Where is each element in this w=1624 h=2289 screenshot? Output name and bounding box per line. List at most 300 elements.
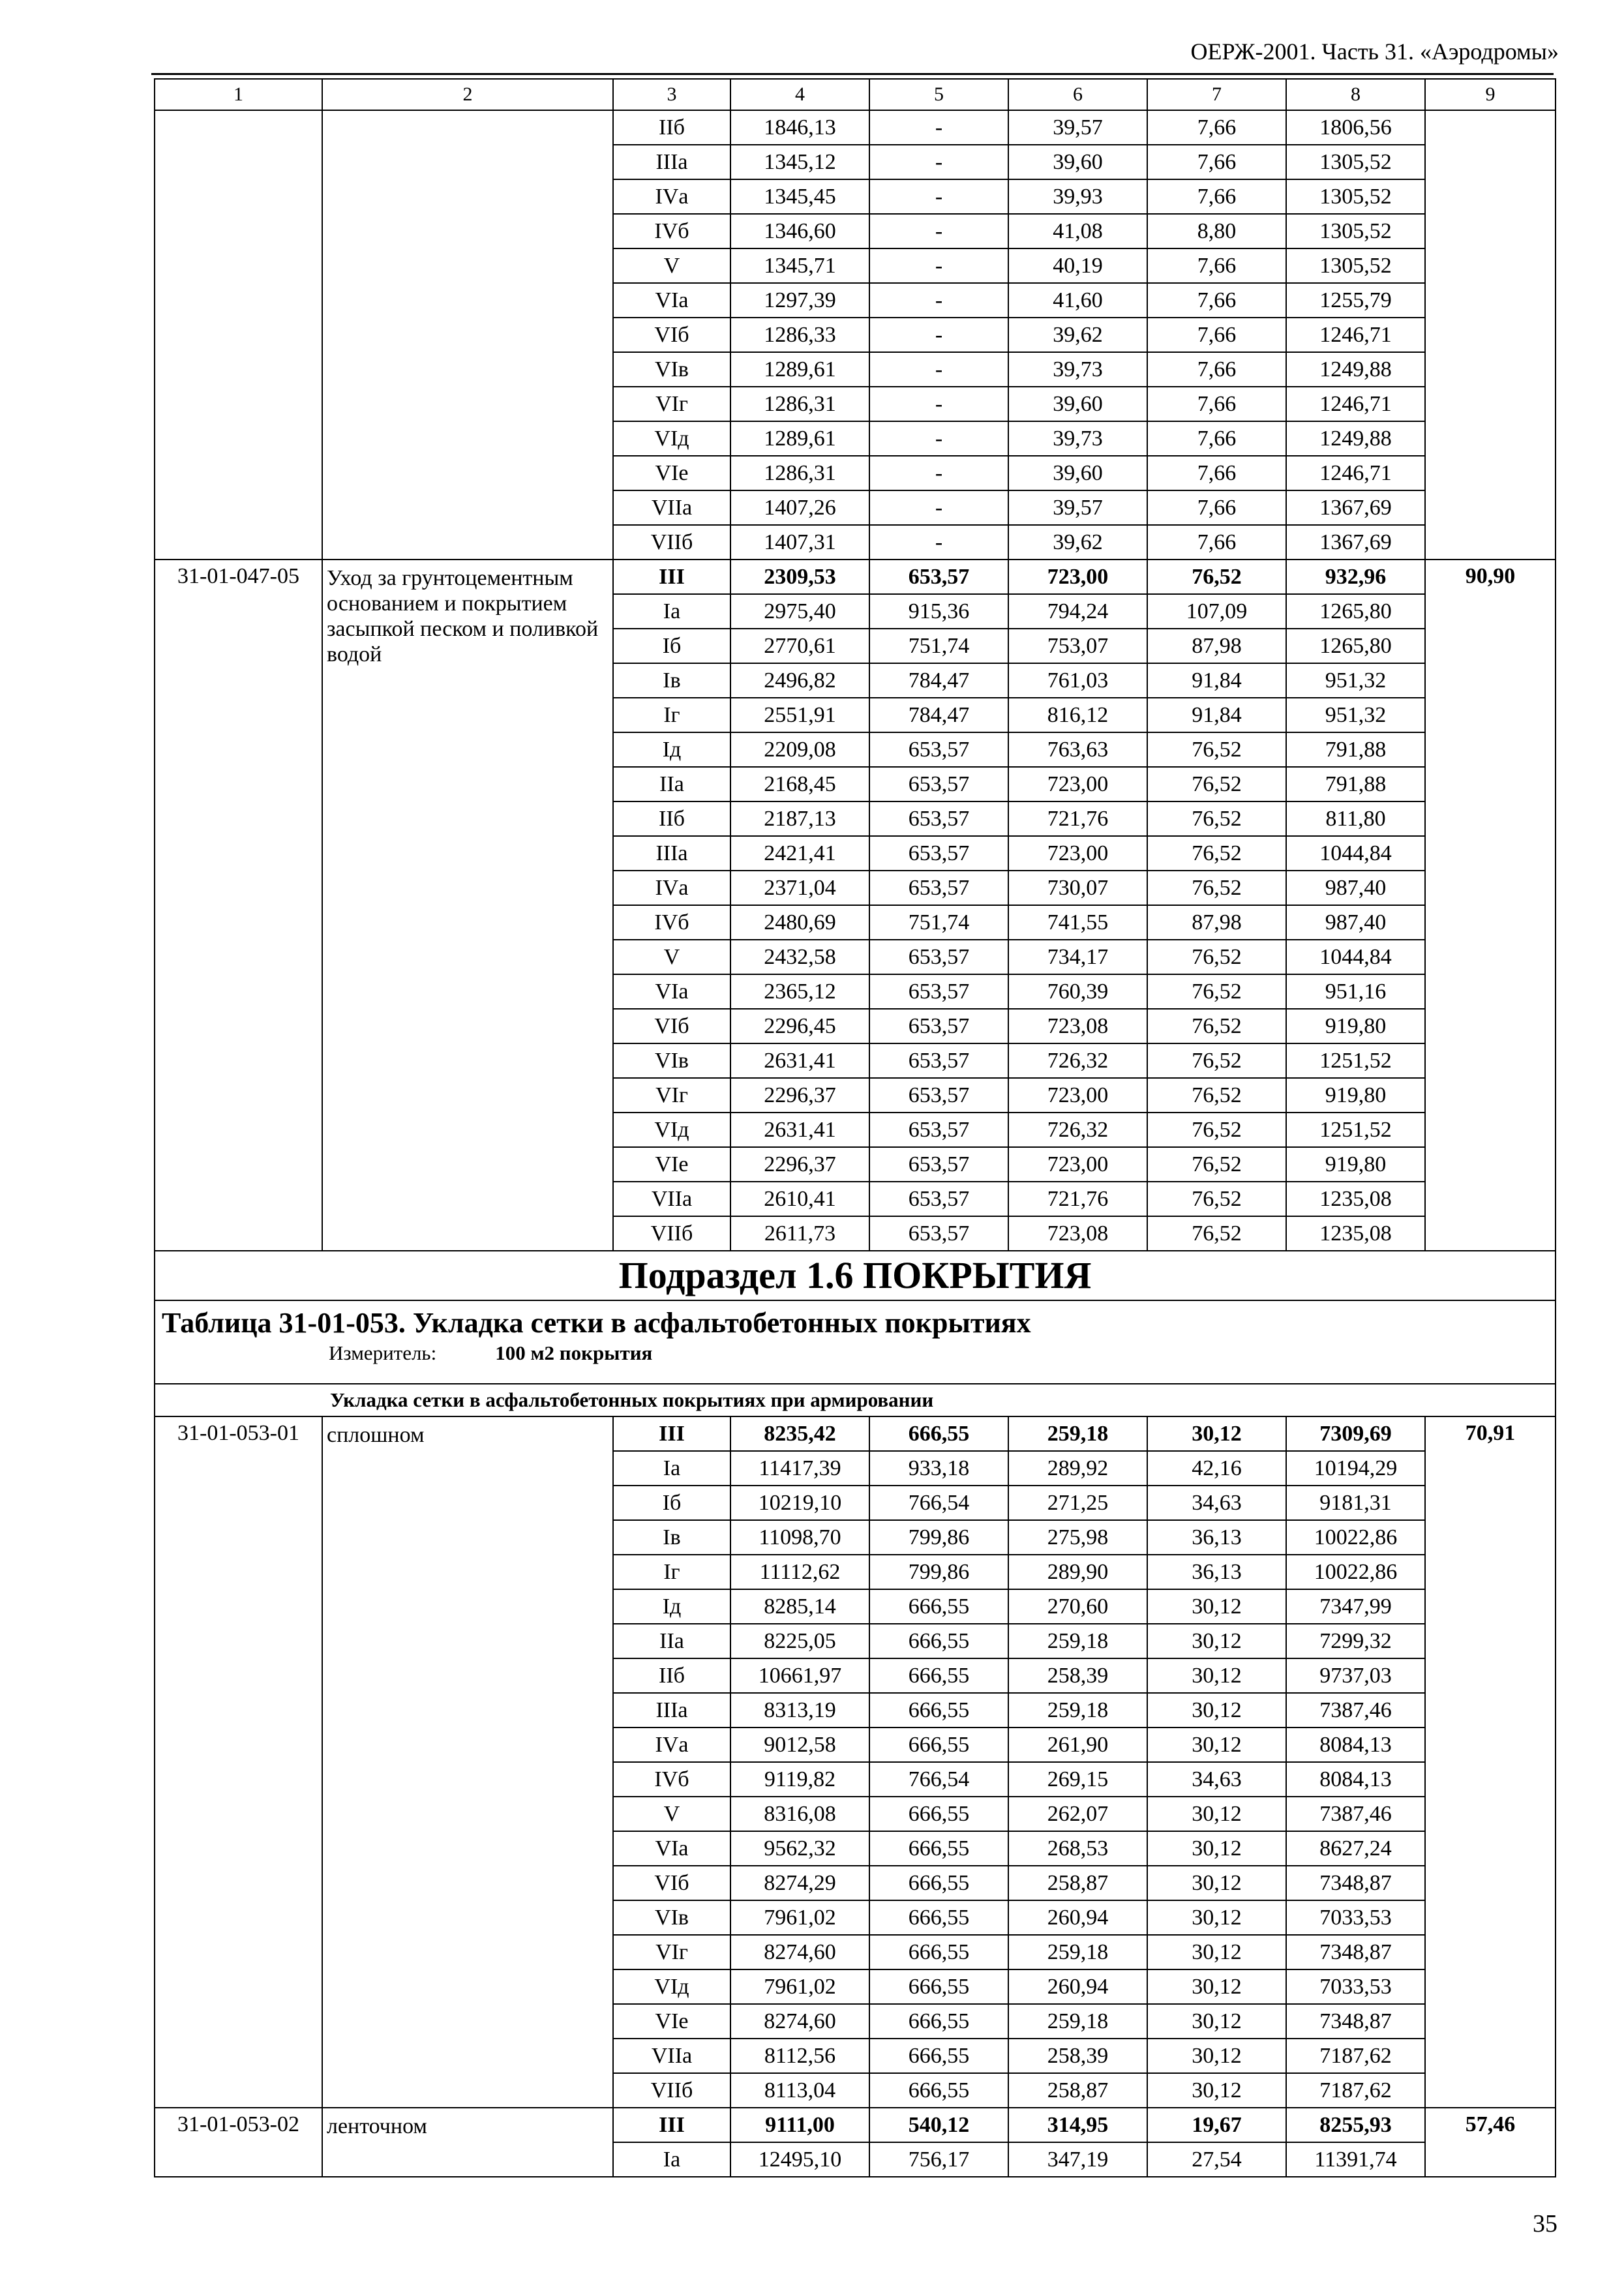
value-cell: 76,52: [1147, 974, 1286, 1009]
value-cell: 1289,61: [730, 421, 869, 456]
value-cell: 791,88: [1286, 767, 1425, 801]
value-cell: 653,57: [869, 1182, 1008, 1216]
value-cell: 9562,32: [730, 1831, 869, 1866]
value-cell: 11098,70: [730, 1520, 869, 1555]
zone-cell: IIIа: [613, 836, 730, 871]
value-cell: 11112,62: [730, 1555, 869, 1589]
work-name: [322, 110, 613, 560]
value-cell: 1305,52: [1286, 248, 1425, 283]
value-cell: -: [869, 318, 1008, 352]
zone-cell: Iв: [613, 663, 730, 698]
value-cell: 9181,31: [1286, 1486, 1425, 1520]
value-cell: 2296,37: [730, 1078, 869, 1113]
value-cell: 87,98: [1147, 629, 1286, 663]
labor-cost: 90,90: [1425, 560, 1556, 1251]
work-name: ленточном: [322, 2108, 613, 2177]
zone-cell: V: [613, 248, 730, 283]
value-cell: 666,55: [869, 1831, 1008, 1866]
value-cell: 10022,86: [1286, 1555, 1425, 1589]
value-cell: 76,52: [1147, 1147, 1286, 1182]
value-cell: 1305,52: [1286, 214, 1425, 248]
value-cell: 951,16: [1286, 974, 1425, 1009]
value-cell: 751,74: [869, 629, 1008, 663]
value-cell: 2610,41: [730, 1182, 869, 1216]
value-cell: 7,66: [1147, 490, 1286, 525]
table-info-row: [155, 1300, 1556, 1384]
value-cell: 9119,82: [730, 1762, 869, 1797]
value-cell: 666,55: [869, 1728, 1008, 1762]
value-cell: 76,52: [1147, 1182, 1286, 1216]
value-cell: 39,60: [1008, 387, 1147, 421]
value-cell: 30,12: [1147, 1624, 1286, 1658]
value-cell: 666,55: [869, 2039, 1008, 2073]
value-cell: 756,17: [869, 2142, 1008, 2177]
value-cell: 653,57: [869, 1009, 1008, 1043]
labor-cost: [1425, 110, 1556, 560]
value-cell: 7348,87: [1286, 1935, 1425, 1969]
value-cell: 7187,62: [1286, 2039, 1425, 2073]
value-cell: 8225,05: [730, 1624, 869, 1658]
value-cell: 9012,58: [730, 1728, 869, 1762]
value-cell: 39,62: [1008, 525, 1147, 560]
table-row: [155, 1416, 1556, 1451]
value-cell: 2421,41: [730, 836, 869, 871]
document-header: ОЕРЖ-2001. Часть 31. «Аэродромы»: [1190, 38, 1559, 65]
value-cell: 30,12: [1147, 2004, 1286, 2039]
value-cell: 260,94: [1008, 1900, 1147, 1935]
value-cell: 39,60: [1008, 145, 1147, 179]
value-cell: 2770,61: [730, 629, 869, 663]
value-cell: 91,84: [1147, 698, 1286, 732]
zone-cell: IIб: [613, 801, 730, 836]
value-cell: 76,52: [1147, 801, 1286, 836]
value-cell: 653,57: [869, 560, 1008, 594]
value-cell: -: [869, 179, 1008, 214]
rate-code: 31-01-053-02: [155, 2108, 322, 2177]
value-cell: 987,40: [1286, 905, 1425, 940]
value-cell: 11391,74: [1286, 2142, 1425, 2177]
labor-cost: 70,91: [1425, 1416, 1556, 2108]
value-cell: 27,54: [1147, 2142, 1286, 2177]
table-row: [155, 110, 1556, 145]
zone-cell: Iб: [613, 1486, 730, 1520]
value-cell: 11417,39: [730, 1451, 869, 1486]
value-cell: 40,19: [1008, 248, 1147, 283]
value-cell: 741,55: [1008, 905, 1147, 940]
value-cell: 91,84: [1147, 663, 1286, 698]
value-cell: 723,00: [1008, 1078, 1147, 1113]
value-cell: -: [869, 145, 1008, 179]
measure-unit: 100 м2 покрытия: [495, 1341, 653, 1364]
value-cell: 799,86: [869, 1555, 1008, 1589]
zone-cell: Iг: [613, 698, 730, 732]
value-cell: 753,07: [1008, 629, 1147, 663]
value-cell: 653,57: [869, 732, 1008, 767]
value-cell: 8113,04: [730, 2073, 869, 2108]
value-cell: 34,63: [1147, 1762, 1286, 1797]
value-cell: 723,00: [1008, 836, 1147, 871]
value-cell: 271,25: [1008, 1486, 1147, 1520]
value-cell: 258,39: [1008, 2039, 1147, 2073]
value-cell: 2365,12: [730, 974, 869, 1009]
value-cell: 666,55: [869, 2073, 1008, 2108]
value-cell: 1235,08: [1286, 1216, 1425, 1251]
zone-cell: IIб: [613, 110, 730, 145]
value-cell: 7,66: [1147, 352, 1286, 387]
value-cell: 1246,71: [1286, 456, 1425, 490]
work-name: сплошном: [322, 1416, 613, 2108]
value-cell: 7299,32: [1286, 1624, 1425, 1658]
value-cell: 259,18: [1008, 1624, 1147, 1658]
value-cell: 2168,45: [730, 767, 869, 801]
value-cell: 261,90: [1008, 1728, 1147, 1762]
value-cell: 1367,69: [1286, 525, 1425, 560]
zone-cell: VIв: [613, 1043, 730, 1078]
value-cell: -: [869, 352, 1008, 387]
value-cell: 7,66: [1147, 110, 1286, 145]
column-number: 4: [730, 79, 869, 110]
value-cell: 8084,13: [1286, 1728, 1425, 1762]
page-number: 35: [1533, 2210, 1557, 2237]
value-cell: 1251,52: [1286, 1113, 1425, 1147]
value-cell: 1367,69: [1286, 490, 1425, 525]
value-cell: 10661,97: [730, 1658, 869, 1693]
zone-cell: VIд: [613, 421, 730, 456]
column-number: 3: [613, 79, 730, 110]
table-title: Таблица 31-01-053. Укладка сетки в асфальтобетонных покрытиях: [162, 1307, 1031, 1339]
zone-cell: VIв: [613, 352, 730, 387]
value-cell: 76,52: [1147, 767, 1286, 801]
value-cell: 258,87: [1008, 2073, 1147, 2108]
zone-cell: IVа: [613, 1728, 730, 1762]
value-cell: 653,57: [869, 801, 1008, 836]
value-cell: 1305,52: [1286, 179, 1425, 214]
value-cell: 30,12: [1147, 1900, 1286, 1935]
value-cell: 1246,71: [1286, 318, 1425, 352]
value-cell: 723,08: [1008, 1216, 1147, 1251]
value-cell: 259,18: [1008, 1693, 1147, 1728]
value-cell: -: [869, 387, 1008, 421]
zone-cell: IVа: [613, 871, 730, 905]
value-cell: 666,55: [869, 1935, 1008, 1969]
value-cell: 314,95: [1008, 2108, 1147, 2142]
value-cell: 76,52: [1147, 871, 1286, 905]
value-cell: 30,12: [1147, 1969, 1286, 2004]
value-cell: 919,80: [1286, 1078, 1425, 1113]
value-cell: 666,55: [869, 1658, 1008, 1693]
rates-table: [154, 78, 1556, 2177]
zone-cell: VIг: [613, 387, 730, 421]
zone-cell: V: [613, 1797, 730, 1831]
value-cell: 39,62: [1008, 318, 1147, 352]
value-cell: 39,93: [1008, 179, 1147, 214]
value-cell: 666,55: [869, 1589, 1008, 1624]
value-cell: 30,12: [1147, 2039, 1286, 2073]
value-cell: 653,57: [869, 767, 1008, 801]
zone-cell: Iа: [613, 2142, 730, 2177]
zone-cell: VIе: [613, 456, 730, 490]
value-cell: 751,74: [869, 905, 1008, 940]
value-cell: 7,66: [1147, 283, 1286, 318]
zone-cell: VIг: [613, 1935, 730, 1969]
zone-cell: IVб: [613, 214, 730, 248]
value-cell: 1286,31: [730, 456, 869, 490]
value-cell: -: [869, 421, 1008, 456]
value-cell: 721,76: [1008, 801, 1147, 836]
rate-code: [155, 110, 322, 560]
group-heading-row: [155, 1384, 1556, 1416]
value-cell: 932,96: [1286, 560, 1425, 594]
work-name: Уход за грунтоцементным основанием и покрытием засыпкой песком и поливкой водой: [322, 560, 613, 1251]
value-cell: 1305,52: [1286, 145, 1425, 179]
column-number-row: [155, 79, 1556, 110]
column-number: 7: [1147, 79, 1286, 110]
value-cell: 1297,39: [730, 283, 869, 318]
value-cell: 7,66: [1147, 387, 1286, 421]
value-cell: 726,32: [1008, 1043, 1147, 1078]
value-cell: 258,87: [1008, 1866, 1147, 1900]
value-cell: 794,24: [1008, 594, 1147, 629]
value-cell: 7348,87: [1286, 2004, 1425, 2039]
zone-cell: Iд: [613, 1589, 730, 1624]
value-cell: 2551,91: [730, 698, 869, 732]
value-cell: 7033,53: [1286, 1900, 1425, 1935]
value-cell: 269,15: [1008, 1762, 1147, 1797]
value-cell: -: [869, 456, 1008, 490]
value-cell: 8274,60: [730, 2004, 869, 2039]
value-cell: 734,17: [1008, 940, 1147, 974]
value-cell: 1044,84: [1286, 836, 1425, 871]
zone-cell: VIIа: [613, 490, 730, 525]
value-cell: 30,12: [1147, 1866, 1286, 1900]
value-cell: 2975,40: [730, 594, 869, 629]
value-cell: -: [869, 248, 1008, 283]
value-cell: 1235,08: [1286, 1182, 1425, 1216]
value-cell: 76,52: [1147, 836, 1286, 871]
zone-cell: IIб: [613, 1658, 730, 1693]
value-cell: 666,55: [869, 1693, 1008, 1728]
value-cell: 8627,24: [1286, 1831, 1425, 1866]
value-cell: 39,60: [1008, 456, 1147, 490]
value-cell: 76,52: [1147, 1113, 1286, 1147]
value-cell: 2187,13: [730, 801, 869, 836]
value-cell: 763,63: [1008, 732, 1147, 767]
value-cell: 2631,41: [730, 1043, 869, 1078]
value-cell: 30,12: [1147, 1728, 1286, 1762]
value-cell: 289,90: [1008, 1555, 1147, 1589]
value-cell: 987,40: [1286, 871, 1425, 905]
value-cell: 653,57: [869, 1216, 1008, 1251]
value-cell: 919,80: [1286, 1009, 1425, 1043]
zone-cell: VIе: [613, 2004, 730, 2039]
value-cell: 666,55: [869, 1797, 1008, 1831]
zone-cell: VIа: [613, 974, 730, 1009]
zone-cell: VIб: [613, 1009, 730, 1043]
value-cell: 1265,80: [1286, 629, 1425, 663]
value-cell: 1249,88: [1286, 421, 1425, 456]
value-cell: 784,47: [869, 698, 1008, 732]
value-cell: 666,55: [869, 1866, 1008, 1900]
value-cell: 1255,79: [1286, 283, 1425, 318]
value-cell: 666,55: [869, 1624, 1008, 1658]
value-cell: 766,54: [869, 1762, 1008, 1797]
value-cell: 540,12: [869, 2108, 1008, 2142]
value-cell: 12495,10: [730, 2142, 869, 2177]
value-cell: 1249,88: [1286, 352, 1425, 387]
value-cell: 8084,13: [1286, 1762, 1425, 1797]
value-cell: 2209,08: [730, 732, 869, 767]
value-cell: 8255,93: [1286, 2108, 1425, 2142]
value-cell: 1286,33: [730, 318, 869, 352]
zone-cell: VIIб: [613, 525, 730, 560]
value-cell: 1345,71: [730, 248, 869, 283]
value-cell: 347,19: [1008, 2142, 1147, 2177]
value-cell: 30,12: [1147, 2073, 1286, 2108]
value-cell: 2480,69: [730, 905, 869, 940]
value-cell: 259,18: [1008, 2004, 1147, 2039]
value-cell: 7309,69: [1286, 1416, 1425, 1451]
value-cell: 76,52: [1147, 940, 1286, 974]
value-cell: 2371,04: [730, 871, 869, 905]
zone-cell: IVа: [613, 179, 730, 214]
column-number: 6: [1008, 79, 1147, 110]
value-cell: 30,12: [1147, 1935, 1286, 1969]
value-cell: 30,12: [1147, 1797, 1286, 1831]
zone-cell: III: [613, 1416, 730, 1451]
value-cell: 721,76: [1008, 1182, 1147, 1216]
value-cell: 30,12: [1147, 1589, 1286, 1624]
value-cell: 19,67: [1147, 2108, 1286, 2142]
value-cell: 791,88: [1286, 732, 1425, 767]
column-number: 8: [1286, 79, 1425, 110]
zone-cell: IIа: [613, 767, 730, 801]
zone-cell: VIIа: [613, 2039, 730, 2073]
value-cell: 723,00: [1008, 767, 1147, 801]
table-info: [155, 1300, 1556, 1384]
zone-cell: III: [613, 560, 730, 594]
column-number: 9: [1425, 79, 1556, 110]
value-cell: 7,66: [1147, 456, 1286, 490]
value-cell: -: [869, 525, 1008, 560]
value-cell: 1806,56: [1286, 110, 1425, 145]
rate-code: 31-01-053-01: [155, 1416, 322, 2108]
value-cell: 1265,80: [1286, 594, 1425, 629]
value-cell: 7347,99: [1286, 1589, 1425, 1624]
value-cell: 1345,12: [730, 145, 869, 179]
value-cell: 2309,53: [730, 560, 869, 594]
value-cell: 653,57: [869, 871, 1008, 905]
value-cell: 9737,03: [1286, 1658, 1425, 1693]
value-cell: 39,73: [1008, 352, 1147, 387]
value-cell: 8313,19: [730, 1693, 869, 1728]
value-cell: 653,57: [869, 1043, 1008, 1078]
zone-cell: Iд: [613, 732, 730, 767]
value-cell: 39,57: [1008, 490, 1147, 525]
value-cell: -: [869, 110, 1008, 145]
value-cell: 76,52: [1147, 560, 1286, 594]
zone-cell: VIд: [613, 1969, 730, 2004]
value-cell: 7033,53: [1286, 1969, 1425, 2004]
value-cell: 2611,73: [730, 1216, 869, 1251]
value-cell: 7,66: [1147, 525, 1286, 560]
value-cell: 1345,45: [730, 179, 869, 214]
value-cell: 653,57: [869, 836, 1008, 871]
value-cell: 951,32: [1286, 698, 1425, 732]
value-cell: 8112,56: [730, 2039, 869, 2073]
value-cell: 76,52: [1147, 1009, 1286, 1043]
value-cell: 784,47: [869, 663, 1008, 698]
value-cell: -: [869, 214, 1008, 248]
value-cell: 87,98: [1147, 905, 1286, 940]
value-cell: 760,39: [1008, 974, 1147, 1009]
column-number: 1: [155, 79, 322, 110]
value-cell: 34,63: [1147, 1486, 1286, 1520]
header-rule: [151, 73, 1554, 75]
zone-cell: IIIа: [613, 1693, 730, 1728]
value-cell: 7,66: [1147, 318, 1286, 352]
value-cell: 262,07: [1008, 1797, 1147, 1831]
zone-cell: VIе: [613, 1147, 730, 1182]
zone-cell: Iг: [613, 1555, 730, 1589]
value-cell: 653,57: [869, 1113, 1008, 1147]
value-cell: 2432,58: [730, 940, 869, 974]
value-cell: 653,57: [869, 1147, 1008, 1182]
value-cell: 8,80: [1147, 214, 1286, 248]
value-cell: 1846,13: [730, 110, 869, 145]
zone-cell: V: [613, 940, 730, 974]
zone-cell: VIа: [613, 1831, 730, 1866]
value-cell: 7187,62: [1286, 2073, 1425, 2108]
value-cell: 1044,84: [1286, 940, 1425, 974]
value-cell: 107,09: [1147, 594, 1286, 629]
zone-cell: VIа: [613, 283, 730, 318]
rate-code: 31-01-047-05: [155, 560, 322, 1251]
zone-cell: VIб: [613, 318, 730, 352]
value-cell: 30,12: [1147, 1831, 1286, 1866]
value-cell: 766,54: [869, 1486, 1008, 1520]
value-cell: 76,52: [1147, 1078, 1286, 1113]
value-cell: 275,98: [1008, 1520, 1147, 1555]
zone-cell: VIIб: [613, 2073, 730, 2108]
zone-cell: IVб: [613, 1762, 730, 1797]
zone-cell: VIг: [613, 1078, 730, 1113]
value-cell: 36,13: [1147, 1520, 1286, 1555]
value-cell: 10022,86: [1286, 1520, 1425, 1555]
value-cell: 7,66: [1147, 179, 1286, 214]
value-cell: 723,08: [1008, 1009, 1147, 1043]
value-cell: 653,57: [869, 1078, 1008, 1113]
labor-cost: 57,46: [1425, 2108, 1556, 2177]
measure-label: Измеритель:: [329, 1341, 437, 1364]
zone-cell: III: [613, 2108, 730, 2142]
value-cell: 1246,71: [1286, 387, 1425, 421]
value-cell: 7387,46: [1286, 1797, 1425, 1831]
value-cell: 268,53: [1008, 1831, 1147, 1866]
value-cell: 8274,29: [730, 1866, 869, 1900]
zone-cell: Iв: [613, 1520, 730, 1555]
value-cell: 2296,37: [730, 1147, 869, 1182]
zone-cell: VIIб: [613, 1216, 730, 1251]
value-cell: -: [869, 283, 1008, 318]
zone-cell: IVб: [613, 905, 730, 940]
value-cell: 270,60: [1008, 1589, 1147, 1624]
value-cell: 9111,00: [730, 2108, 869, 2142]
value-cell: 7,66: [1147, 145, 1286, 179]
value-cell: 726,32: [1008, 1113, 1147, 1147]
value-cell: 723,00: [1008, 1147, 1147, 1182]
value-cell: 7,66: [1147, 421, 1286, 456]
value-cell: 10194,29: [1286, 1451, 1425, 1486]
